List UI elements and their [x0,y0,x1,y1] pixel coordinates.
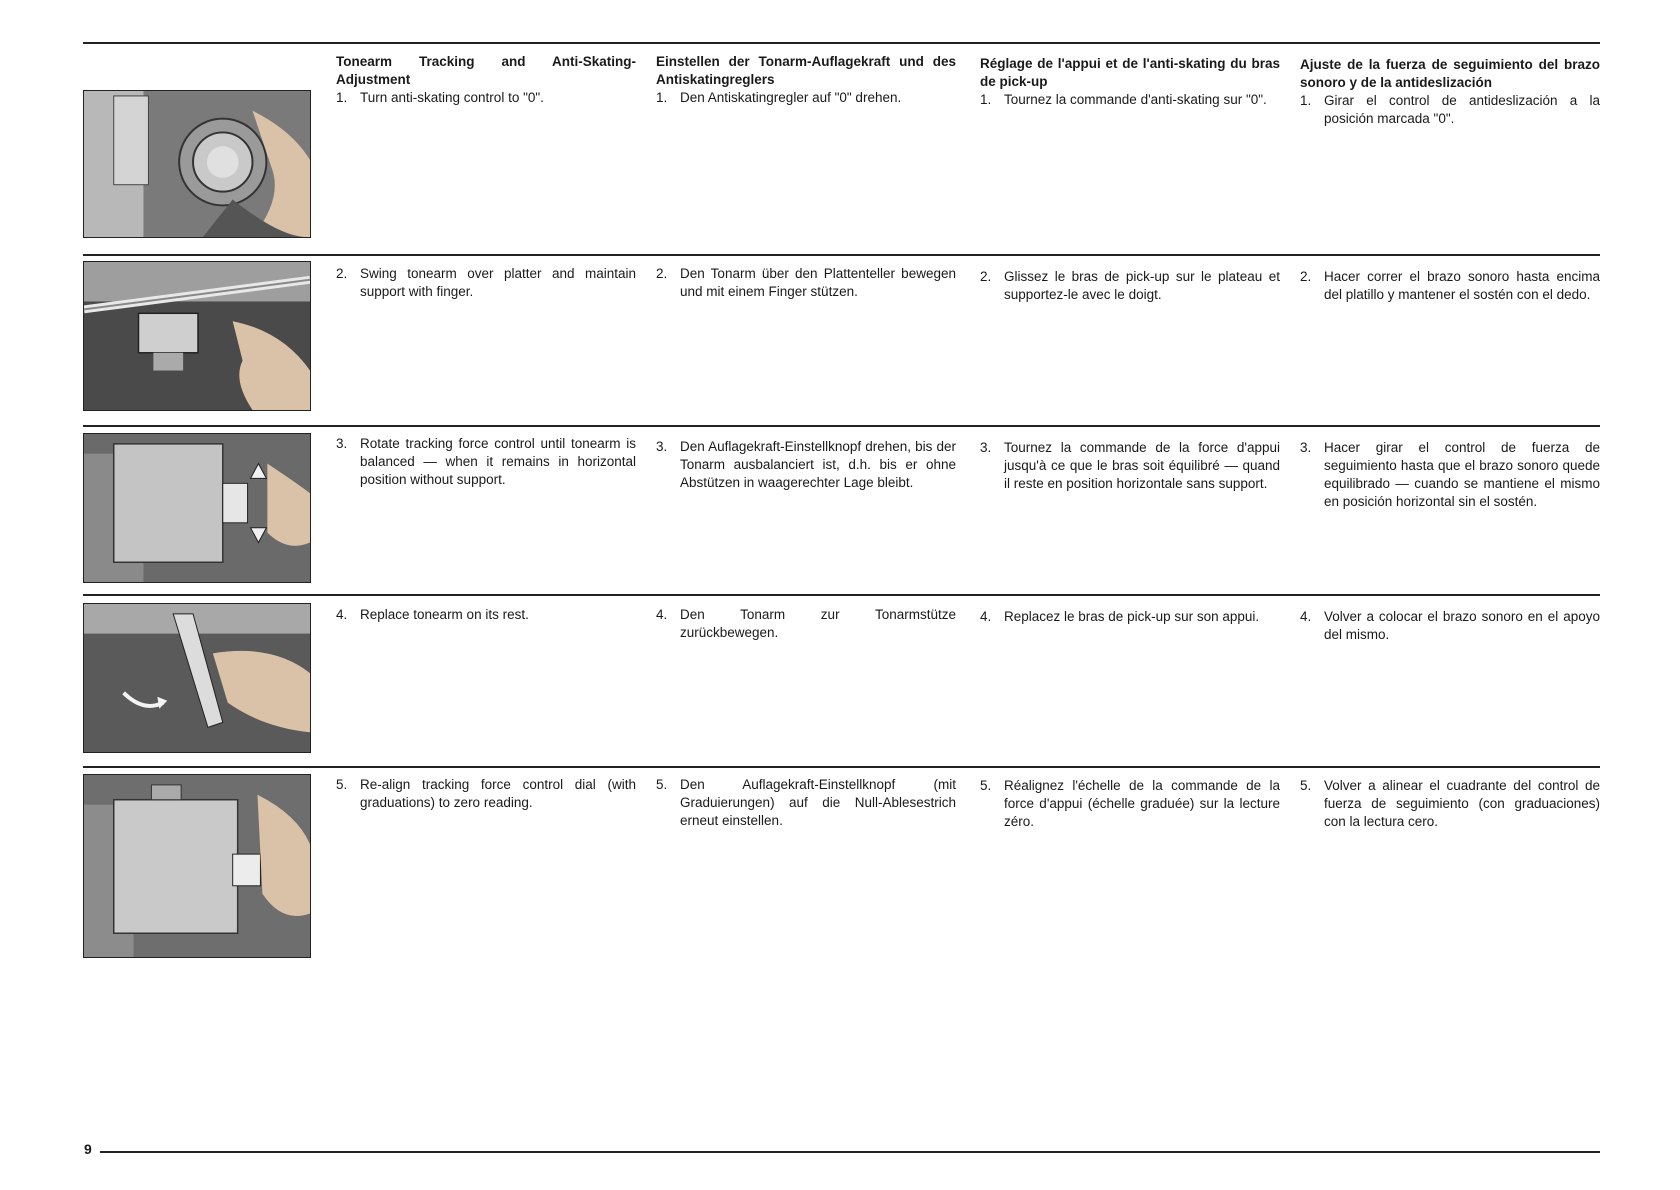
photo-rotate-tracking-force [83,433,311,583]
step-number: 2. [1300,269,1312,284]
english-heading: Tonearm Tracking and Anti-Skating-Adjustment [336,54,636,87]
step-text: Turn anti-skating control to "0". [360,90,544,105]
rule-row-5 [83,766,1600,768]
step-text: Glissez le bras de pick-up sur le plateau et supportez-le avec le doigt. [1004,269,1280,302]
step-number: 1. [980,92,992,107]
step-text: Swing tonearm over platter and maintain support with finger. [360,266,636,299]
photo-anti-skating-control [83,90,311,238]
step-text: Volver a colocar el brazo sonoro en el apoyo del mismo. [1324,609,1600,642]
english-row-5 [336,776,636,812]
spanish-step-3 [1300,439,1600,511]
step-text: Replace tonearm on its rest. [360,607,529,622]
page-number: 9 [84,1141,92,1157]
french-step-2 [980,268,1280,304]
french-step-5 [980,777,1280,831]
tonearm-illustration [84,262,310,410]
german-step-5 [656,776,956,830]
german-row-3 [656,438,956,492]
french-step-4 [980,608,1280,626]
spanish-row-2 [1300,268,1600,304]
step-text: Re-align tracking force control dial (with graduations) to zero reading. [360,777,636,810]
rule-bottom [100,1151,1600,1153]
step-text: Tournez la commande de la force d'appui jusqu'à ce que le bras soit équilibré — quand il reste en position horizontale sans support. [1004,440,1280,491]
french-row-3 [980,439,1280,493]
step-text: Replacez le bras de pick-up sur son appui. [1004,609,1260,624]
english-step-3 [336,435,636,489]
step-text: Rotate tracking force control until tonearm is balanced — when it remains in horizontal position without support. [360,436,636,487]
rule-row-2 [83,254,1600,256]
step-number: 5. [656,777,668,792]
step-number: 5. [1300,778,1312,793]
step-number: 3. [336,436,348,451]
german-row-1 [656,53,956,107]
step-text: Hacer girar el control de fuerza de seguimiento hasta que el brazo sonoro quede equilibrado — cuando se mantiene el mismo en posición horizontal sin el sostén. [1324,440,1600,509]
german-row-2 [656,265,956,301]
spanish-step-4 [1300,608,1600,644]
step-text: Den Auflagekraft-Einstellknopf (mit Graduierungen) auf die Null-Ablesestrich erneut einstellen. [680,777,956,828]
french-row-4 [980,608,1280,626]
english-row-4 [336,606,636,624]
spanish-step-5 [1300,777,1600,831]
rule-top [83,42,1600,44]
step-text: Hacer correr el brazo sonoro hasta encima del platillo y mantener el sostén con el dedo. [1324,269,1600,302]
step-number: 3. [980,440,992,455]
rule-row-4 [83,594,1600,596]
step-number: 1. [656,90,668,105]
realign-dial-illustration [84,775,310,957]
english-step-1 [336,89,636,107]
rule-row-3 [83,425,1600,427]
photo-realign-dial [83,774,311,958]
tracking-force-illustration [84,434,310,582]
spanish-heading: Ajuste de la fuerza de seguimiento del brazo sonoro y de la antideslización [1300,57,1600,90]
english-step-4 [336,606,636,624]
step-number: 4. [1300,609,1312,624]
spanish-row-4 [1300,608,1600,644]
step-text: Réalignez l'échelle de la commande de la force d'appui (échelle graduée) sur la lecture zéro. [1004,778,1280,829]
spanish-row-3 [1300,439,1600,511]
german-heading: Einstellen der Tonarm-Auflagekraft und des Antiskatingreglers [656,54,956,87]
step-number: 2. [980,269,992,284]
step-text: Volver a alinear el cuadrante del control de fuerza de seguimiento (con graduaciones) con la lectura cero. [1324,778,1600,829]
step-number: 4. [656,607,668,622]
step-text: Den Auflagekraft-Einstellknopf drehen, bis der Tonarm ausbalanciert ist, d.h. bis er ohne Abstützen in waagerechter Lage bleibt. [680,439,956,490]
step-number: 3. [656,439,668,454]
step-number: 1. [336,90,348,105]
english-row-3 [336,435,636,489]
photo-replace-tonearm [83,603,311,753]
step-number: 2. [336,266,348,281]
step-number: 1. [1300,93,1312,108]
german-step-2 [656,265,956,301]
english-step-2 [336,265,636,301]
step-number: 4. [336,607,348,622]
french-row-1 [980,55,1280,109]
english-row-1 [336,53,636,107]
english-step-5 [336,776,636,812]
english-row-2 [336,265,636,301]
step-number: 2. [656,266,668,281]
german-step-1 [656,89,956,107]
french-row-5 [980,777,1280,831]
french-heading: Réglage de l'appui et de l'anti-skating du bras de pick-up [980,56,1280,89]
french-row-2 [980,268,1280,304]
tonearm-rest-illustration [84,604,310,752]
step-number: 3. [1300,440,1312,455]
step-text: Den Tonarm über den Plattenteller bewegen und mit einem Finger stützen. [680,266,956,299]
step-text: Den Tonarm zur Tonarmstütze zurückbewegen. [680,607,956,640]
spanish-step-2 [1300,268,1600,304]
anti-skating-illustration [84,91,310,237]
step-text: Den Antiskatingregler auf "0" drehen. [680,90,902,105]
step-number: 5. [980,778,992,793]
german-row-5 [656,776,956,830]
step-number: 5. [336,777,348,792]
step-number: 4. [980,609,992,624]
spanish-row-1 [1300,56,1600,128]
spanish-step-1 [1300,92,1600,128]
photo-swing-tonearm [83,261,311,411]
german-step-4 [656,606,956,642]
step-text: Girar el control de antideslización a la posición marcada "0". [1324,93,1600,126]
german-step-3 [656,438,956,492]
step-text: Tournez la commande d'anti-skating sur "0". [1004,92,1267,107]
french-step-3 [980,439,1280,493]
spanish-row-5 [1300,777,1600,831]
german-row-4 [656,606,956,642]
french-step-1 [980,91,1280,109]
